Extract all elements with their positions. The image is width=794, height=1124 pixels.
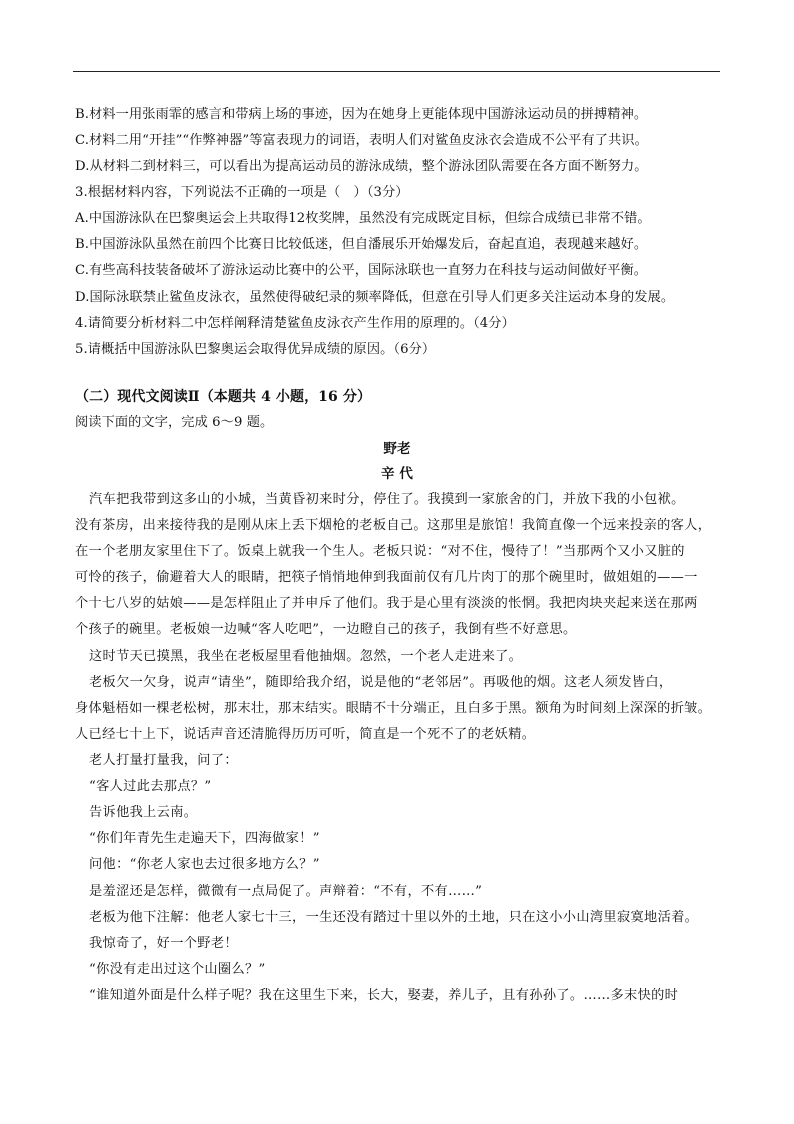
question-5: 5.请概括中国游泳队巴黎奥运会取得优异成绩的原因。（6分）	[75, 342, 436, 357]
story-line: 老板欠一欠身，说声“请坐”，随即给我介绍，说是他的“老邻居”。再吸他的烟。这老人须发皆白，	[89, 675, 673, 690]
story-line: 身体魁梧如一棵老松树，那末壮，那末结实。眼睛不十分端正，且白多于黑。额角为时间刻上深深的折皱。	[75, 701, 712, 716]
story-line: 老人打量打量我，问了：	[89, 753, 238, 768]
story-line: “你们年青先生走遍天下，四海做家！”	[89, 831, 320, 846]
option-line: B.材料一用张雨霏的感言和带病上场的事迹，因为在她身上更能体现中国游泳运动员的拼搏精神。	[75, 107, 648, 122]
story-title: 野老	[383, 441, 411, 457]
story-line: 我惊奇了，好一个野老！	[89, 936, 238, 951]
section-instruction: 阅读下面的文字，完成 6～9 题。	[75, 415, 274, 430]
story-author: 辛 代	[381, 466, 413, 482]
option-line: B.中国游泳队虽然在前四个比赛日比较低迷，但自潘展乐开始爆发后，奋起直追，表现越来越好。	[75, 237, 648, 252]
header-rule	[73, 71, 720, 72]
story-line: 在一个老朋友家里住下了。饭桌上就我一个生人。老板只说：“对不住，慢待了！”当那两个又小又脏的	[75, 544, 685, 559]
option-line: C.有些高科技装备破坏了游泳运动比赛中的公平，国际泳联也一直努力在科技与运动间做好平衡。	[75, 263, 648, 278]
section-heading: （二）现代文阅读Ⅱ（本题共 4 小题，16 分）	[75, 389, 372, 405]
story-line: 是羞涩还是怎样，微微有一点局促了。声辩着：“不有，不有……”	[89, 884, 483, 899]
story-line: 汽车把我带到这多山的小城，当黄昏初来时分，停住了。我摸到一家旅舍的门，并放下我的小包袱。	[89, 492, 685, 507]
story-line: 人已经七十上下，说话声音还清脆得历历可听，简直是一个死不了的老妖精。	[75, 727, 536, 742]
option-line: A.中国游泳队在巴黎奥运会上共取得12枚奖牌，虽然没有完成既定目标，但综合成绩已非常不错。	[75, 211, 651, 226]
option-line: C.材料二用“开挂”“作弊神器”等富表现力的词语，表明人们对鲨鱼皮泳衣会造成不公平有了共识。	[75, 133, 648, 148]
option-line: D.从材料二到材料三，可以看出为提高运动员的游泳成绩，整个游泳团队需要在各方面不断努力。	[75, 159, 648, 174]
story-line: 个十七八岁的姑娘——是怎样阻止了并申斥了他们。我于是心里有淡淡的怅惘。我把肉块夹起来送在那两	[75, 596, 698, 611]
story-line: “谁知道外面是什么样子呢？我在这里生下来，长大，娶妻，养儿子，且有孙孙了。……多末快的时	[89, 988, 679, 1003]
story-line: “你没有走出过这个山圈么？”	[89, 962, 266, 977]
option-line: D.国际泳联禁止鲨鱼皮泳衣，虽然使得破纪录的频率降低，但意在引导人们更多关注运动本身的发展。	[75, 290, 675, 305]
story-line: “客人过此去那点？”	[89, 779, 212, 794]
story-line: 告诉他我上云南。	[89, 805, 198, 820]
question-4: 4.请简要分析材料二中怎样阐释清楚鲨鱼皮泳衣产生作用的原理的。（4分）	[75, 316, 515, 331]
story-line: 可怜的孩子，偷避着大人的眼睛，把筷子悄悄地伸到我面前仅有几片肉丁的那个碗里时，做姐姐的——一	[75, 570, 698, 585]
story-line: 这时节天已摸黑，我坐在老板屋里看他抽烟。忽然，一个老人走进来了。	[89, 649, 523, 664]
story-line: 个孩子的碗里。老板娘一边喊“客人吃吧”，一边瞪自己的孩子，我倒有些不好意思。	[75, 622, 577, 637]
story-line: 老板为他下注解：他老人家七十三，一生还没有踏过十里以外的土地，只在这小小山湾里寂寞地活着。	[89, 910, 699, 925]
story-line: 问他：“你老人家也去过很多地方么？”	[89, 857, 320, 872]
story-line: 没有茶房，出来接待我的是刚从床上丢下烟枪的老板自己。这那里是旅馆！我简直像一个远来投亲的客人，	[75, 518, 712, 533]
question-3: 3.根据材料内容，下列说法不正确的一项是（ ）（3分）	[75, 185, 409, 200]
